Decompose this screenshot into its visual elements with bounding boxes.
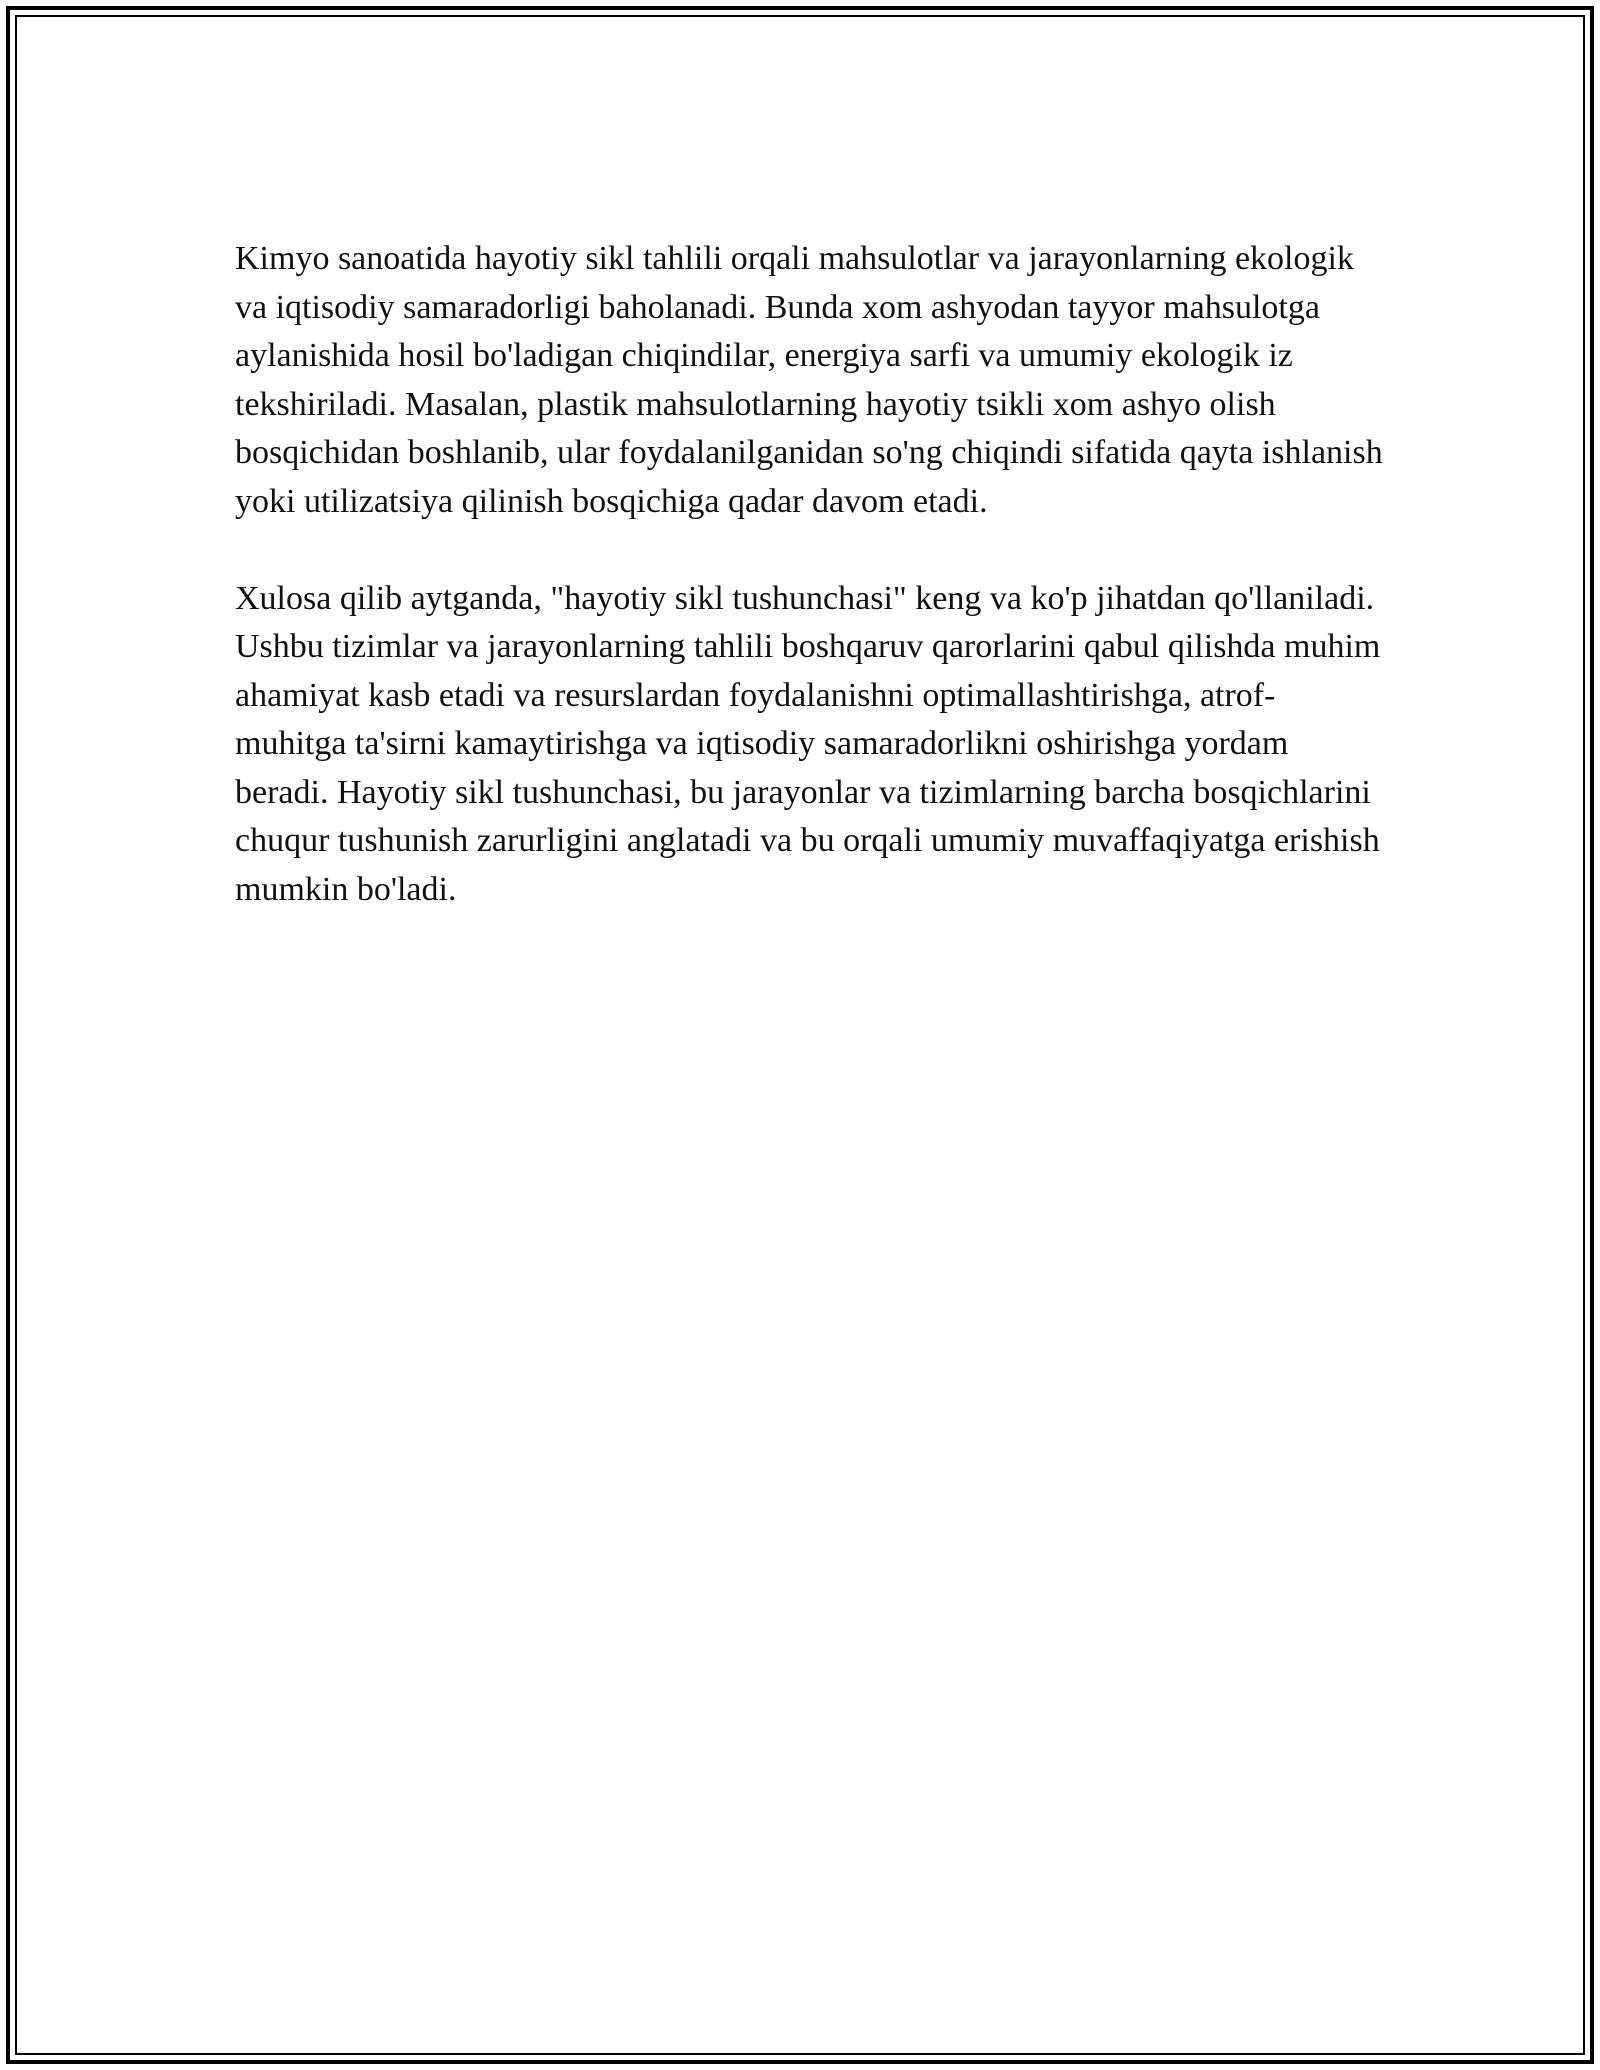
document-body: [235, 235, 1385, 963]
paragraph-lifecycle-chemistry: Kimyo sanoatida hayotiy sikl tahlili orqali mahsulotlar va jarayonlarning ekologik va iqtisodiy samaradorligi baholanadi. Bunda xom ashyodan tayyor mahsulotga aylanishida hosil bo'ladigan chiqindilar, energiya sarfi va umumiy ekologik iz tekshiriladi. Masalan, plastik mahsulotlarning hayotiy tsikli xom ashyo olish bosqichidan boshlanib, ular foydalanilganidan so'ng chiqindi sifatida qayta ishlanish yoki utilizatsiya qilinish bosqichiga qadar davom etadi.: [235, 240, 1383, 520]
paragraph-conclusion: Xulosa qilib aytganda, "hayotiy sikl tushunchasi" keng va ko'p jihatdan qo'llaniladi. Ushbu tizimlar va jarayonlarning tahlili boshqaruv qarorlarini qabul qilishda muhim ahamiyat kasb etadi va resurslardan foydalanishni optimallashtirishga, atrof-muhitga ta'sirni kamaytirishga va iqtisodiy samaradorlikni oshirishga yordam beradi. Hayotiy sikl tushunchasi, bu jarayonlar va tizimlarning barcha bosqichlarini chuqur tushunish zarurligini anglatadi va bu orqali umumiy muvaffaqiyatga erishish mumkin bo'ladi.: [235, 579, 1381, 908]
